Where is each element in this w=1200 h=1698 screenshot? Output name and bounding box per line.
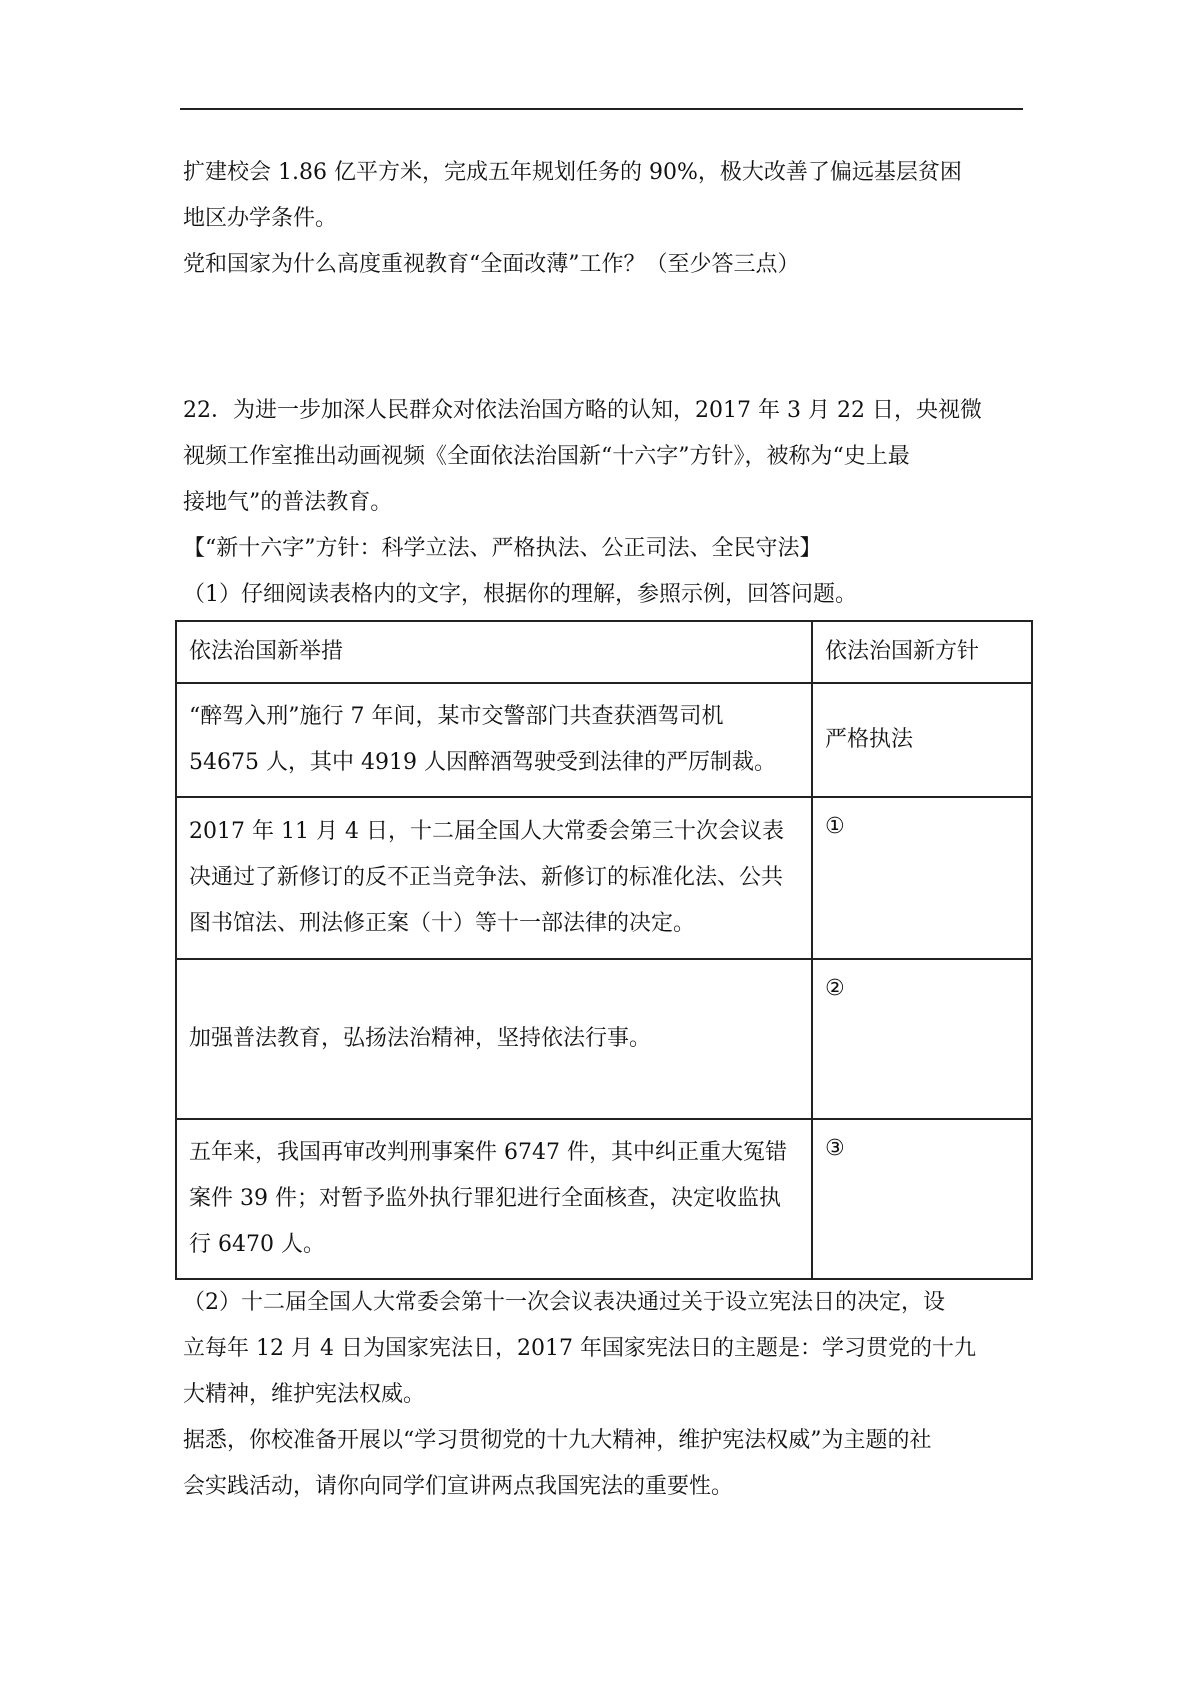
question-text: 党和国家为什么高度重视教育“全面改薄”工作？（至少答三点） xyxy=(183,252,800,277)
sub-question-2-prompt: 会实践活动，请你向同学们宣讲两点我国宪法的重要性。 xyxy=(183,1474,734,1499)
measure-cell: 加强普法教育，弘扬法治精神，坚持依法行事。 xyxy=(176,959,812,1119)
table-header-measure: 依法治国新举措 xyxy=(176,621,812,683)
answer-blank-1: ① xyxy=(812,797,1032,959)
sub-question-2-line: （2）十二届全国人大常委会第十一次会议表决通过关于设立宪法日的决定，设 xyxy=(183,1290,945,1315)
principle-cell: 严格执法 xyxy=(812,683,1032,797)
table-row xyxy=(176,959,1032,1119)
table-row xyxy=(176,1119,1032,1279)
table-header-row xyxy=(176,621,1032,683)
q22-intro-line: 22．为进一步加深人民群众对依法治国方略的认知，2017 年 3 月 22 日，央视微 xyxy=(183,398,982,423)
measure-cell: 五年来，我国再审改判刑事案件 6747 件，其中纠正重大冤错案件 39 件；对暂予监外执行罪犯进行全面核查，决定收监执行 6470 人。 xyxy=(176,1119,812,1279)
paragraph-line: 扩建校会 1.86 亿平方米，完成五年规划任务的 90%，极大改善了偏远基层贫困 xyxy=(183,160,962,185)
measure-cell: 2017 年 11 月 4 日，十二届全国人大常委会第三十次会议表决通过了新修订的反不正当竞争法、新修订的标准化法、公共图书馆法、刑法修正案（十）等十一部法律的决定。 xyxy=(176,797,812,959)
answer-blank-3: ③ xyxy=(812,1119,1032,1279)
answer-blank-2: ② xyxy=(812,959,1032,1119)
answer-space xyxy=(183,288,1025,388)
header-rule xyxy=(180,108,1023,110)
paragraph-line: 地区办学条件。 xyxy=(183,206,338,231)
law-measures-table xyxy=(175,620,1033,1280)
measure-cell: “醉驾入刑”施行 7 年间，某市交警部门共查获酒驾司机 54675 人，其中 4919 人因醉酒驾驶受到法律的严厉制裁。 xyxy=(176,683,812,797)
sub-question-1: （1）仔细阅读表格内的文字，根据你的理解，参照示例，回答问题。 xyxy=(183,582,857,607)
table-header-principle: 依法治国新方针 xyxy=(812,621,1032,683)
table-row xyxy=(176,797,1032,959)
sub-question-2-prompt: 据悉，你校准备开展以“学习贯彻党的十九大精神，维护宪法权威”为主题的社 xyxy=(183,1428,932,1453)
document-content xyxy=(183,150,1025,1510)
sub-question-2-line: 大精神，维护宪法权威。 xyxy=(183,1382,426,1407)
sub-question-2-line: 立每年 12 月 4 日为国家宪法日，2017 年国家宪法日的主题是：学习贯党的十九 xyxy=(183,1336,976,1361)
q22-intro-line: 接地气”的普法教育。 xyxy=(183,490,393,515)
policy-statement: 【“新十六字”方针：科学立法、严格执法、公正司法、全民守法】 xyxy=(183,536,822,561)
q22-intro-line: 视频工作室推出动画视频《全面依法治国新“十六字”方针》，被称为“史上最 xyxy=(183,444,910,469)
table-row xyxy=(176,683,1032,797)
